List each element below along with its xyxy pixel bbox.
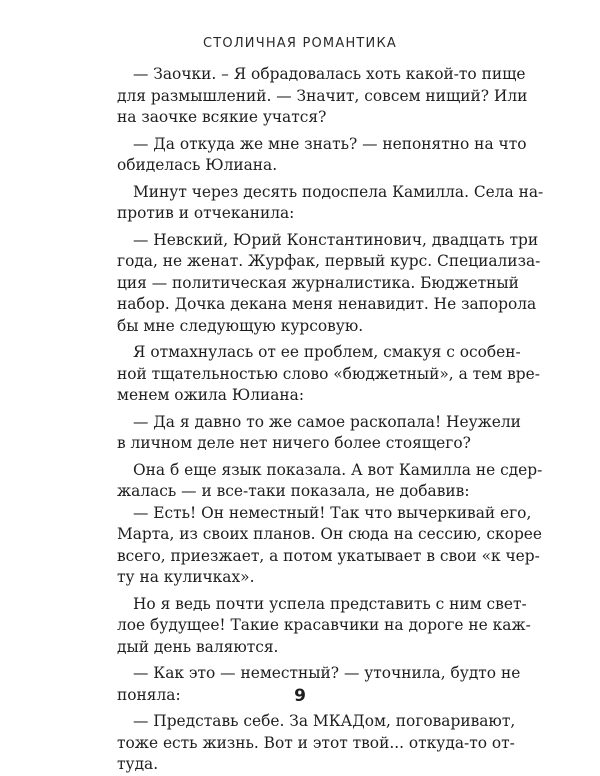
text-line: Она б еще язык показала. А вот Камилла не сдер- [133,460,543,479]
text-line: поняла: [117,685,181,704]
body-text [117,64,544,776]
text-line: Но я ведь почти успела представить с ним свет- [133,594,527,613]
text-line: бы мне следующую курсовую. [117,316,364,335]
text-line: — Есть! Он неместный! Так что вычеркивай его, [133,503,532,522]
text-line: набор. Дочка декана меня ненавидит. Не запорола [117,295,537,313]
text-line: ция — политическая журналистика. Бюджетный [117,273,519,292]
text-line: ной тщательностью слово «бюджетный», а тем вре- [117,364,540,383]
text-line: лое будущее! Такие красавчики на дороге не каж- [117,616,531,634]
text-line: на заочке всякие учатся? [117,108,327,126]
text-line: — Да откуда же мне знать? — непонятно на что [133,134,527,153]
text-line: — Как это — неместный? — уточнила, будто не [133,664,521,682]
text-line: жалась — и все-таки показала, не добавив: [117,482,470,500]
text-line: дый день валяются. [117,637,279,656]
text-line: — Невский, Юрий Константинович, двадцать три [133,230,539,249]
text-line: против и отчеканила: [117,204,295,222]
text-line: — Да я давно то же самое раскопала! Неужели [133,412,521,431]
text-line: для размышлений. — Значит, совсем нищий? Или [117,86,528,105]
page-number: 9 [294,686,306,706]
text-line: Я отмахнулась от ее проблем, смакуя с особен- [133,343,521,361]
text-line: в личном деле нет ничего более стоящего? [117,434,471,452]
running-title: СТОЛИЧНАЯ РОМАНТИКА [202,36,398,51]
text-line: года, не женат. Журфак, первый курс. Специализа- [117,252,541,270]
text-line: Минут через десять подоспела Камилла. Села на- [133,182,544,201]
text-line: ту на куличках». [117,568,255,586]
text-line: всего, приезжает, а потом укатывает в свои «к чер- [117,546,540,565]
text-line: Марта, из своих планов. Он сюда на сессию, скорее [117,525,543,543]
text-line: — Заочки. – Я обрадовалась хоть какой-то пище [133,65,526,83]
text-line: туда. [117,755,159,773]
text-line: тоже есть жизнь. Вот и этот твой... откуда-то от- [117,733,515,752]
text-line: менем ожила Юлиана: [117,386,305,404]
text-line: обиделась Юлиана. [117,156,278,174]
text-line: — Представь себе. За МКАДом, поговаривают, [133,712,516,730]
